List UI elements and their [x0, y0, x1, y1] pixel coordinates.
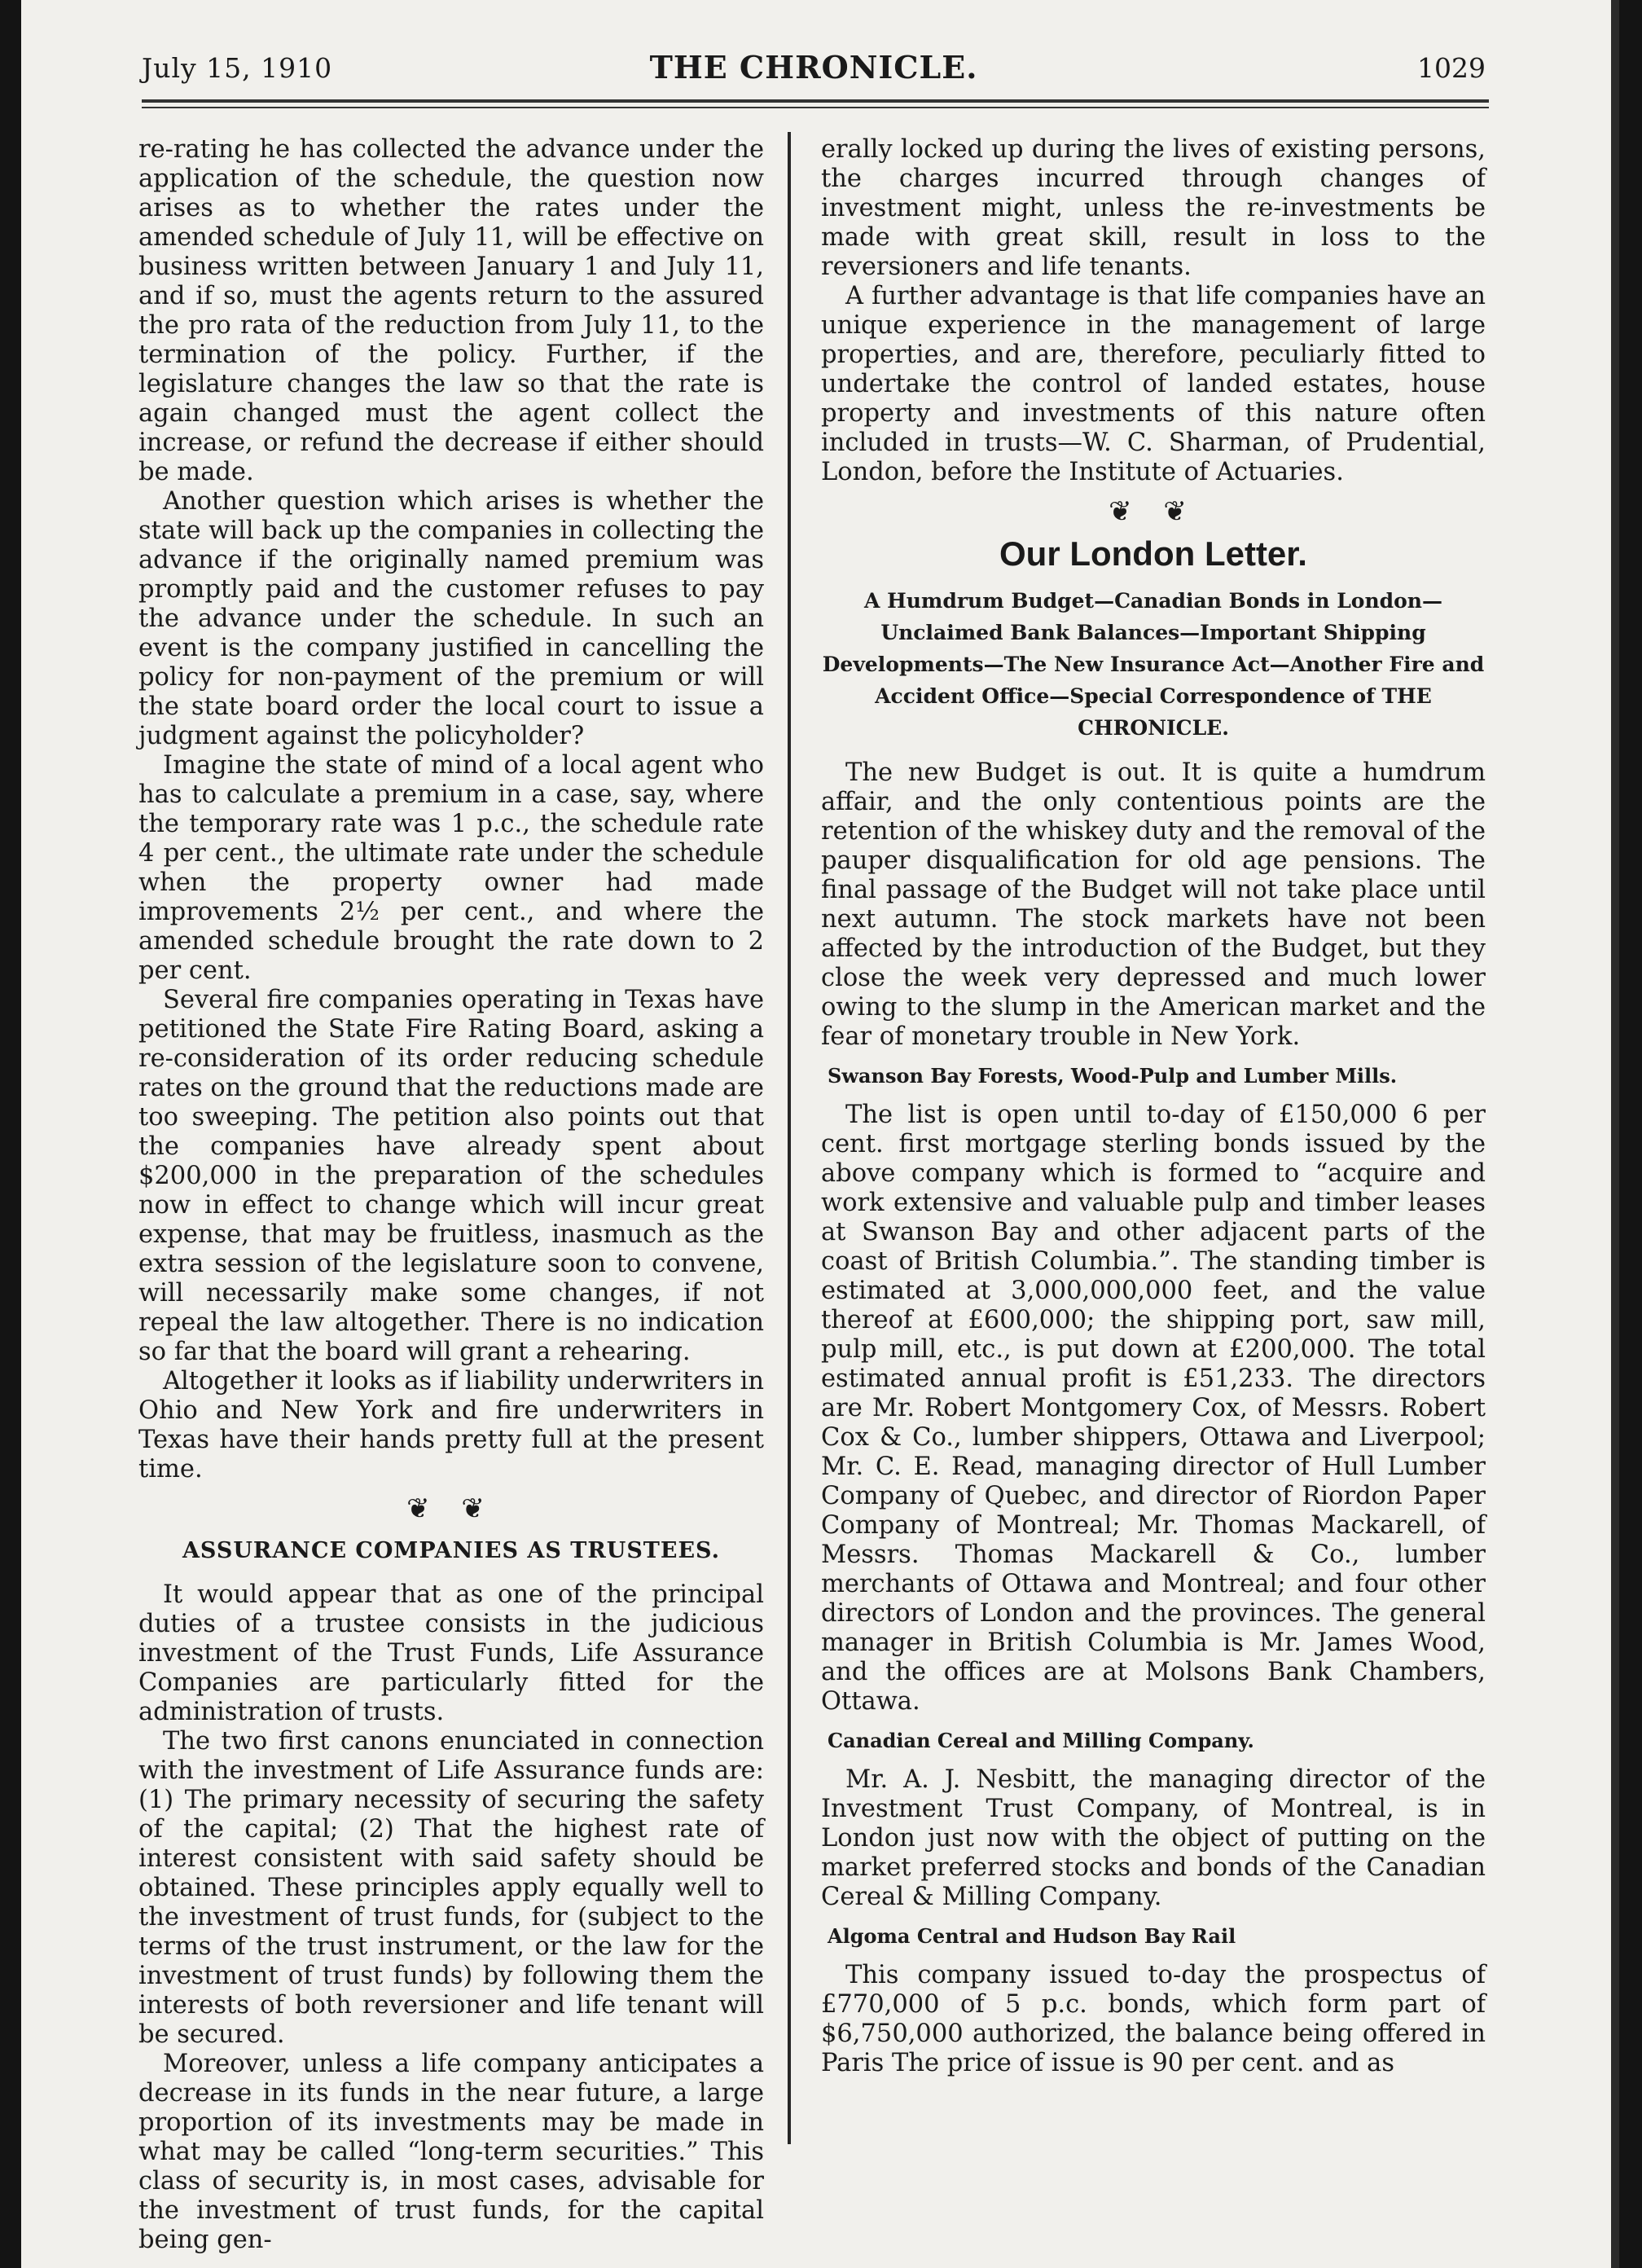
paragraph: erally locked up during the lives of existing persons, the charges incurred through changes of investment might, unless the re-investments be made with great skill, result in loss to the reversioners and life tenants.: [821, 135, 1486, 281]
paragraph: The new Budget is out. It is quite a humdrum affair, and the only contentious points are the retention of the whiskey duty and the removal of the pauper disqualification for old age pensions. The final passage of the Budget will not take place until next autumn. The stock markets have not been affected by the introduction of the Budget, but they close the week very depressed and much lower owing to the slump in the American market and the fear of monetary trouble in New York.: [821, 758, 1486, 1051]
paragraph: Several fire companies operating in Texas have petitioned the State Fire Rating Board, asking a re-consideration of its order reducing schedule rates on the ground that the reductions made are too sweeping. The petition also points out that the companies have already spent about $200,000 in the preparation of the schedules now in effect to change which will incur great expense, that may be fruitless, inasmuch as the extra session of the legislature soon to convene, will necessarily make some changes, if not repeal the law altogether. There is no indication so far that the board will grant a rehearing.: [138, 986, 764, 1366]
page-number: 1029: [1417, 52, 1486, 84]
column-divider: [788, 132, 791, 2144]
right-column: [821, 135, 1486, 2078]
paragraph: Moreover, unless a life company anticipates a decrease in its funds in the near future, a large proportion of its investments may be made in what may be called “long-term securities.” This class of security is, in most cases, advisable for the investment of trust funds, for the capital being gen-: [138, 2050, 764, 2254]
newspaper-page: [21, 0, 1619, 2268]
paragraph: Imagine the state of mind of a local agent who has to calculate a premium in a case, say, where the temporary rate was 1 p.c., the schedule rate 4 per cent., the ultimate rate under the schedule when the property owner had made improvements 2½ per cent., and where the amended schedule brought the rate down to 2 per cent.: [138, 751, 764, 985]
paragraph: re-rating he has collected the advance under the application of the schedule, the question now arises as to whether the rates under the amended schedule of July 11, will be effective on business written between January 1 and July 11, and if so, must the agents return to the assured the pro rata of the reduction from July 11, to the termination of the policy. Further, if the legislature changes the law so that the rate is again changed must the agent collect the increase, or refund the decrease if either should be made.: [138, 135, 764, 486]
letter-subtitle: A Humdrum Budget—Canadian Bonds in London—Unclaimed Bank Balances—Important Shipping Developments—The New Insurance Act—Another Fire and Accident Office—Special Correspondence of THE CHRONICLE.: [822, 589, 1485, 740]
page-edge: [1611, 0, 1619, 2268]
left-column: [138, 135, 764, 2255]
paragraph: Mr. A. J. Nesbitt, the managing director of the Investment Trust Company, of Montreal, is in London just now with the object of putting on the market preferred stocks and bonds of the Canadian Cereal & Milling Company.: [821, 1765, 1486, 1911]
section-ornament: ❦ ❦: [1109, 495, 1198, 528]
publication-title: THE CHRONICLE.: [649, 49, 978, 86]
page-header: [142, 47, 1486, 93]
paragraph: The list is open until to-day of £150,000 6 per cent. first mortgage sterling bonds issued by the above company which is formed to “acquire and work extensive and valuable pulp and timber leases at Swanson Bay and other adjacent parts of the coast of British Columbia.”. The standing timber is estimated at 3,000,000,000 feet, and the value thereof at £600,000; the shipping port, saw mill, pulp mill, etc., is put down at £200,000. The total estimated annual profit is £51,233. The directors are Mr. Robert Montgomery Cox, of Messrs. Robert Cox & Co., lumber shippers, Ottawa and Liverpool; Mr. C. E. Read, managing director of Hull Lumber Company of Quebec, and director of Riordon Paper Company of Montreal; Mr. Thomas Mackarell, of Messrs. Thomas Mackarell & Co., lumber merchants of Ottawa and Montreal; and four other directors of London and the provinces. The general manager in British Columbia is Mr. James Wood, and the offices are at Molsons Bank Chambers, Ottawa.: [821, 1101, 1486, 1716]
subheading: Canadian Cereal and Milling Company.: [828, 1729, 1254, 1752]
paragraph: A further advantage is that life companies have an unique experience in the management of large properties, and are, therefore, peculiarly fitted to undertake the control of landed estates, house property and investments of this nature often included in trusts—W. C. Sharman, of Prudential, London, before the Institute of Actuaries.: [821, 282, 1486, 486]
header-rule-thin: [142, 107, 1489, 108]
subheading: Algoma Central and Hudson Bay Rail: [828, 1924, 1236, 1948]
section-ornament: ❦ ❦: [406, 1492, 496, 1525]
paragraph: Another question which arises is whether the state will back up the companies in collecting the advance if the originally named premium was promptly paid and the customer refuses to pay the advance under the schedule. In such an event is the company justified in cancelling the policy for non-payment of the premium or will the state board order the local court to issue a judgment against the policyholder?: [138, 487, 764, 750]
paragraph: It would appear that as one of the principal duties of a trustee consists in the judicious investment of the Trust Funds, Life Assurance Companies are particularly fitted for the administration of trusts.: [138, 1580, 764, 1726]
header-rule: [142, 99, 1489, 103]
issue-date: July 15, 1910: [142, 52, 333, 84]
paragraph: This company issued to-day the prospectus of £770,000 of 5 p.c. bonds, which form part of $6,750,000 authorized, the balance being offered in Paris The price of issue is 90 per cent. and as: [821, 1961, 1486, 2077]
subheading: Swanson Bay Forests, Wood-Pulp and Lumber Mills.: [828, 1064, 1398, 1088]
section-title: ASSURANCE COMPANIES AS TRUSTEES.: [182, 1538, 720, 1563]
paragraph: The two first canons enunciated in connection with the investment of Life Assurance funds are: (1) The primary necessity of securing the safety of the capital; (2) That the highest rate of interest consistent with said safety should be obtained. These principles apply equally well to the investment of trust funds, for (subject to the terms of the trust instrument, or the law for the investment of trust funds) by following them the interests of both reversioner and life tenant will be secured.: [138, 1727, 764, 2049]
paragraph: Altogether it looks as if liability underwriters in Ohio and New York and fire underwriters in Texas have their hands pretty full at the present time.: [138, 1367, 764, 1483]
letter-title: Our London Letter.: [999, 534, 1307, 573]
